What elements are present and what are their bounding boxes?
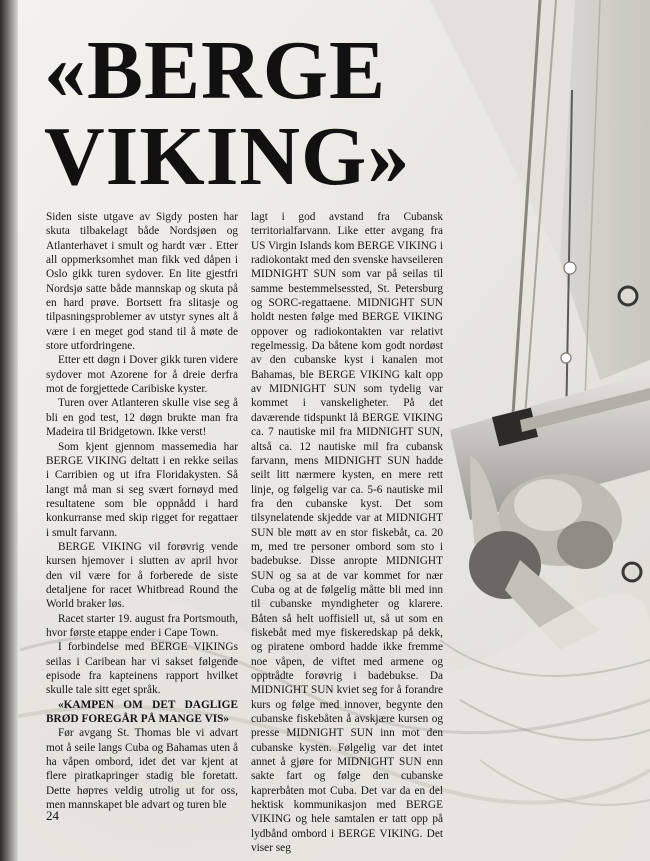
subheading: «KAMPEN OM DET DAGLIGE BRØD FOREGÅR PÅ MANGE VIS» — [46, 698, 238, 726]
paragraph: Før avgang St. Thomas ble vi advart mot å seile langs Cuba og Bahamas uten å ha våpen ombord, idet det var kjent at flere piratkapringer stadig ble foretatt. Dette høртes veldig utrolig ut for oss, men mannskapet ble advart og turen ble — [46, 727, 238, 812]
headline-line-1: «BERGE — [44, 24, 387, 117]
text-column-right — [251, 210, 443, 855]
paragraph: Racet starter 19. august fra Portsmouth, hvor første etappe ender i Cape Town. — [46, 612, 238, 639]
paragraph: BERGE VIKING vil forøvrig vende kursen hjemover i slutten av april hvor den vil være for å forberede de siste detaljene for racet Whitbread Round the World braker løs. — [46, 540, 238, 611]
text-column-left — [46, 210, 238, 812]
paragraph: Etter ett døgn i Dover gikk turen videre sydover mot Azorene for å dreie derfra mot de forgjettede Caribiske kyster. — [46, 354, 238, 396]
paragraph: lagt i god avstand fra Cubansk territorialfarvann. Like etter avgang fra US Virgin Islands kom BERGE VIKING i radiokontakt med den svenske havseileren MIDNIGHT SUN som var på seilas til samme bestemmelsessted, St. Petersburg og SORC-regattaene. MIDNIGHT SUN holdt nesten følge med BERGE VIKING oppover og radiokontakten var relativt regelmessig. Da båtene kom godt nordøst av den cubanske kyst i kanalen mot Bahamas, ble BERGE VIKING kalt opp av MIDNIGHT SUN som tydelig var kommet i vanskeligheter. På det daværende tidspunkt lå BERGE VIKING ca. 7 nautiske mil fra MIDNIGHT SUN, altså ca. 12 nautiske mil fra cubansk farvann, mens MIDNIGHT SUN hadde seilt litt nærmere kysten, en mere rett linje, og følgelig var ca. 5-6 nautiske mil fra den cubanske kyst. Det som tilsynelatende skjedde var at MIDNIGHT SUN ble møtt av en stor fiskebåt, ca. 20 m, med tre personer ombord som sto i badebukse. Disse anropte MIDNIGHT SUN og sa at de var kommet for nær Cuba og at de følgelig måtte bli med inn til cubanske myndigheter og klarere. Båten så helt uoffisiell ut, så ut som en fiskebåt med mye fiskeredskap på dekk, og piratene ombord hadde ikke fremme noe våpen, de viftet med armene og opptrådte forøvrig i badebukse. Da MIDNIGHT SUN kviet seg for å forandre kurs og følge med innover, begynte den cubanske fiskebåten å avskjære kursen og presse MIDNIGHT SUN inn mot den cubanske kysten. Følgelig var det intet annet å gjøre for MIDNIGHT SUN enn sakte fart og følge den cubanske kaprerbåten mot Cuba. Det var da en del hektisk kommunikasjon med BERGE VIKING og hele samtalen er tatt opp på lydbånd ombord i BERGE VIKING. Det viser seg — [251, 211, 444, 855]
headline-line-2: VIKING» — [44, 110, 411, 203]
paragraph: Som kjent gjennom massemedia har BERGE VIKING deltatt i en rekke seilas i Carribien og ut ifra Floridakysten. Så langt må man si seg svært fornøyd med resultatene som ble oppnådd i hard konkurranse med skip rigget for regattaer i smult farvann. — [46, 440, 238, 539]
paragraph: Siden siste utgave av Sigdy posten har skuta tilbakelagt både Nordsjøen og Atlanterhavet i smult og hardt vær . Etter all oppmerksomhet man fikk ved dåpen i Oslo gikk turen sydover. En lite gjestfri Nordsjø satte både mannskap og skuta på en hard prøve. Bortsett fra slitasje og tilpasningsproblemer av utstyr synes alt å være i en meget god stand til å møte de store utfordringene. — [46, 211, 238, 353]
paragraph: I forbindelse med BERGE VIKINGs seilas i Caribean har vi sakset følgende episode fra kapteinens rapport hvilket skulle tale sitt eget språk. — [46, 641, 238, 697]
article-headline — [44, 24, 464, 203]
page-number: 24 — [46, 808, 59, 823]
paragraph: Turen over Atlanteren skulle vise seg å bli en god test, 12 døgn brukte man fra Madeira til Bridgetown. Ikke verst! — [46, 397, 238, 439]
page-spine-shadow — [0, 0, 18, 861]
